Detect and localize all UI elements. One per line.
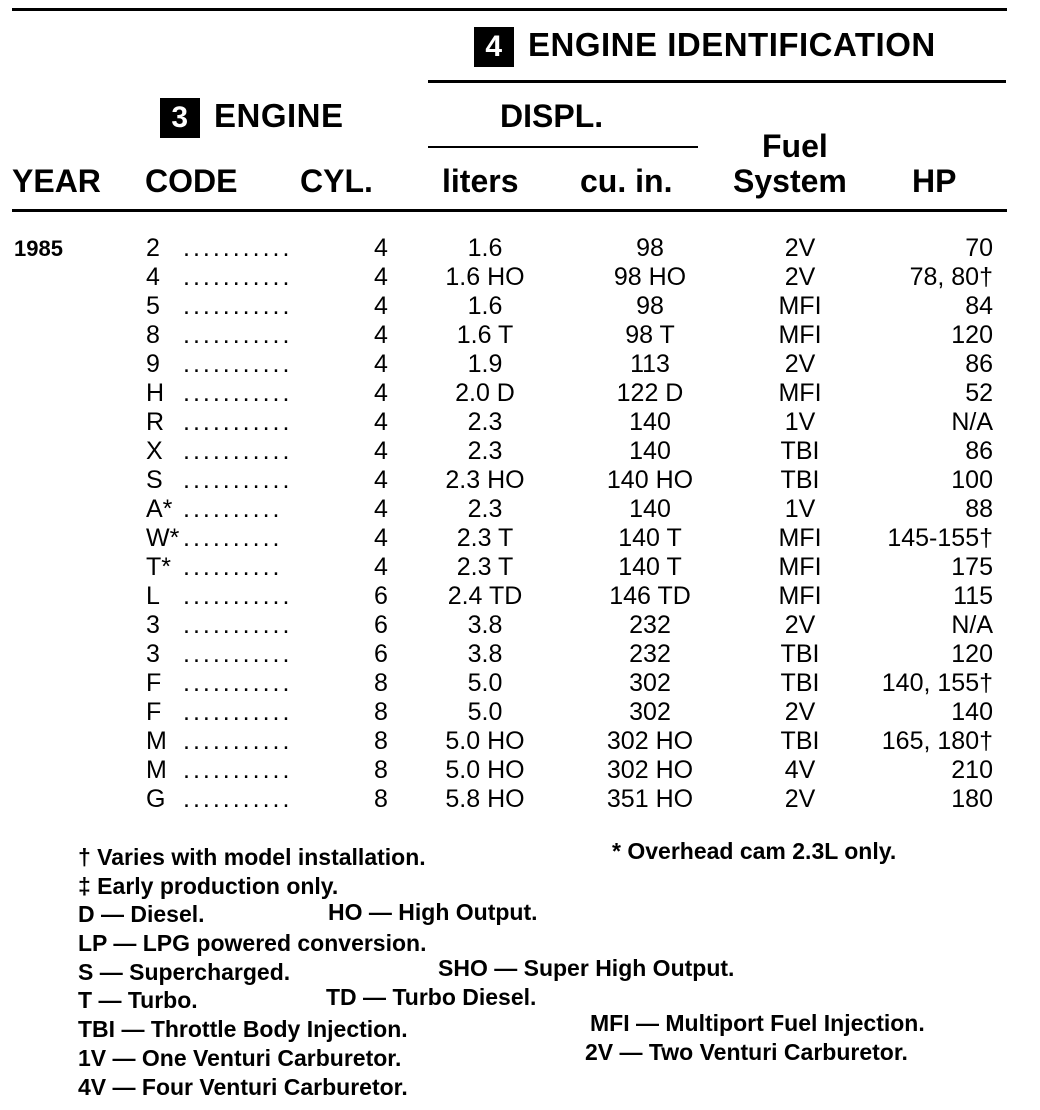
section3-heading [160,97,344,138]
row-code: A* [146,495,173,523]
row-displacement-liters: 2.0 D [455,379,515,407]
row-displacement-liters: 2.3 [467,495,503,523]
col-header-year: YEAR [12,163,101,199]
note-mfi: MFI — Multiport Fuel Injection. [590,1010,925,1036]
row-leader-dots: ........... [183,669,293,697]
row-displacement-cu-in: 302 [629,698,671,726]
row-displacement-liters: 2.3 T [456,524,514,552]
row-cylinders: 6 [374,611,388,639]
row-fuel-system: MFI [778,553,822,581]
row-horsepower: N/A [951,611,993,639]
row-fuel-system: 2V [784,350,816,378]
row-displacement-liters: 5.0 HO [445,756,525,784]
table-row [0,553,1040,582]
row-horsepower: 78, 80† [909,263,993,291]
table-row [0,408,1040,437]
row-leader-dots: ........... [183,234,293,262]
row-fuel-system: TBI [780,466,820,494]
row-fuel-system: 2V [784,698,816,726]
note-1v: 1V — One Venturi Carburetor. [78,1045,402,1071]
row-leader-dots: ........... [183,350,293,378]
row-cylinders: 8 [374,698,388,726]
row-fuel-system: MFI [778,292,822,320]
row-fuel-system: TBI [780,437,820,465]
row-fuel-system: 1V [784,495,816,523]
row-displacement-liters: 2.3 [467,408,503,436]
row-code: F [146,698,162,726]
note-super-high-output: SHO — Super High Output. [438,955,735,981]
col-header-liters: liters [442,163,519,199]
table-row [0,611,1040,640]
row-displacement-liters: 1.9 [467,350,503,378]
section3-badge: 3 [160,98,200,138]
row-leader-dots: ........... [183,640,293,668]
row-displacement-liters: 1.6 [467,292,503,320]
row-cylinders: 8 [374,756,388,784]
row-cylinders: 4 [374,495,388,523]
row-leader-dots: ........... [183,756,293,784]
row-displacement-liters: 5.8 HO [445,785,525,813]
row-leader-dots: ........... [183,379,293,407]
row-displacement-liters: 1.6 [467,234,503,262]
row-code: M [146,727,167,755]
row-leader-dots: ........... [183,785,293,813]
row-displacement-cu-in: 302 HO [606,727,694,755]
table-row [0,698,1040,727]
row-horsepower: 180 [951,785,993,813]
table-row [0,234,1040,263]
row-fuel-system: MFI [778,524,822,552]
row-cylinders: 4 [374,350,388,378]
row-code: 9 [146,350,160,378]
row-cylinders: 4 [374,263,388,291]
row-horsepower: 165, 180† [881,727,993,755]
header-bottom-rule [12,209,1007,212]
row-leader-dots: .......... [183,553,283,581]
table-row [0,379,1040,408]
note-high-output: HO — High Output. [328,899,538,925]
row-horsepower: 210 [951,756,993,784]
col-header-hp: HP [912,163,957,199]
row-leader-dots: ........... [183,408,293,436]
row-fuel-system: 2V [784,263,816,291]
row-cylinders: 4 [374,524,388,552]
row-cylinders: 4 [374,553,388,581]
row-cylinders: 8 [374,669,388,697]
section3-title: ENGINE [214,97,344,134]
row-displacement-cu-in: 98 [636,292,664,320]
row-code: L [146,582,160,610]
table-row [0,582,1040,611]
row-displacement-cu-in: 302 [629,669,671,697]
row-code: 3 [146,640,160,668]
row-horsepower: 86 [965,437,993,465]
row-leader-dots: .......... [183,495,283,523]
row-code: H [146,379,165,407]
row-displacement-liters: 2.4 TD [447,582,523,610]
table-row [0,466,1040,495]
row-code: G [146,785,166,813]
row-leader-dots: ........... [183,292,293,320]
row-fuel-system: 1V [784,408,816,436]
table-row [0,437,1040,466]
row-displacement-cu-in: 351 HO [606,785,694,813]
note-supercharged: S — Supercharged. [78,959,291,985]
section4-title: ENGINE IDENTIFICATION [528,26,936,63]
row-horsepower: 84 [965,292,993,320]
row-fuel-system: MFI [778,582,822,610]
row-displacement-cu-in: 302 HO [606,756,694,784]
note-overhead-cam: * Overhead cam 2.3L only. [612,838,897,864]
engine-table [0,234,1040,814]
row-cylinders: 4 [374,379,388,407]
row-displacement-liters: 5.0 [467,669,503,697]
row-horsepower: 115 [953,582,993,610]
row-horsepower: 175 [951,553,993,581]
row-displacement-cu-in: 146 TD [609,582,691,610]
row-displacement-cu-in: 113 [630,350,670,378]
row-horsepower: 86 [965,350,993,378]
col-header-fuel: Fuel [762,128,828,164]
note-turbo-diesel: TD — Turbo Diesel. [326,984,537,1010]
displ-label: DISPL. [500,98,604,134]
row-displacement-cu-in: 232 [629,640,671,668]
row-displacement-cu-in: 98 HO [613,263,687,291]
col-header-cu-in: cu. in. [580,163,673,199]
row-displacement-cu-in: 140 T [618,524,682,552]
row-cylinders: 6 [374,582,388,610]
row-horsepower: 140 [951,698,993,726]
row-horsepower: 120 [951,321,993,349]
table-row [0,524,1040,553]
table-row [0,727,1040,756]
row-displacement-cu-in: 140 [629,408,671,436]
row-cylinders: 4 [374,321,388,349]
row-displacement-liters: 2.3 [467,437,503,465]
row-displacement-liters: 5.0 HO [445,727,525,755]
row-cylinders: 6 [374,640,388,668]
row-displacement-cu-in: 122 D [616,379,684,407]
row-displacement-liters: 3.8 [467,640,503,668]
row-code: R [146,408,165,436]
note-varies: † Varies with model installation. [78,844,426,870]
row-fuel-system: 2V [784,785,816,813]
row-horsepower: 52 [965,379,993,407]
row-leader-dots: ........... [183,466,293,494]
row-fuel-system: MFI [778,379,822,407]
col-header-system: System [733,163,847,199]
row-cylinders: 8 [374,727,388,755]
row-displacement-liters: 1.6 T [456,321,514,349]
row-horsepower: 100 [951,466,993,494]
section4-heading [474,26,936,67]
table-row [0,350,1040,379]
row-fuel-system: 4V [784,756,816,784]
table-row [0,756,1040,785]
row-leader-dots: ........... [183,698,293,726]
section4-underline [428,80,1006,83]
row-fuel-system: MFI [778,321,822,349]
row-displacement-cu-in: 140 HO [606,466,694,494]
col-header-code: CODE [145,163,238,199]
row-horsepower: 145-155† [887,524,993,552]
row-horsepower: 140, 155† [881,669,993,697]
row-leader-dots: ........... [183,727,293,755]
row-displacement-liters: 2.3 T [456,553,514,581]
row-leader-dots: ........... [183,582,293,610]
row-displacement-cu-in: 98 T [625,321,675,349]
row-fuel-system: TBI [780,669,820,697]
row-cylinders: 4 [374,437,388,465]
section4-badge: 4 [474,27,514,67]
row-code: X [146,437,163,465]
row-displacement-cu-in: 140 T [618,553,682,581]
row-horsepower: 120 [951,640,993,668]
row-leader-dots: ........... [183,437,293,465]
table-row [0,785,1040,814]
row-code: 3 [146,611,160,639]
row-displacement-cu-in: 140 [629,437,671,465]
note-tbi: TBI — Throttle Body Injection. [78,1016,408,1042]
row-code: 4 [146,263,160,291]
col-header-cyl: CYL. [300,163,373,199]
row-code: M [146,756,167,784]
row-code: 5 [146,292,160,320]
row-displacement-liters: 3.8 [467,611,503,639]
row-displacement-cu-in: 140 [629,495,671,523]
row-code: W* [146,524,180,552]
row-cylinders: 4 [374,292,388,320]
row-fuel-system: 2V [784,234,816,262]
note-lpg: LP — LPG powered conversion. [78,930,427,956]
row-fuel-system: TBI [780,727,820,755]
note-diesel: D — Diesel. [78,901,205,927]
row-displacement-cu-in: 232 [629,611,671,639]
table-row [0,640,1040,669]
row-code: S [146,466,163,494]
row-cylinders: 4 [374,408,388,436]
row-leader-dots: .......... [183,524,283,552]
note-4v: 4V — Four Venturi Carburetor. [78,1074,408,1100]
note-early-production: ‡ Early production only. [78,873,339,899]
row-displacement-liters: 1.6 HO [445,263,525,291]
note-turbo: T — Turbo. [78,987,198,1013]
row-code: F [146,669,162,697]
table-row [0,669,1040,698]
table-row [0,321,1040,350]
row-leader-dots: ........... [183,321,293,349]
table-row [0,495,1040,524]
top-rule [12,8,1007,11]
row-cylinders: 4 [374,234,388,262]
note-2v: 2V — Two Venturi Carburetor. [585,1039,908,1065]
row-horsepower: N/A [951,408,993,436]
row-code: 2 [146,234,160,262]
row-cylinders: 8 [374,785,388,813]
row-leader-dots: ........... [183,263,293,291]
row-code: 8 [146,321,160,349]
table-row [0,292,1040,321]
row-displacement-liters: 2.3 HO [445,466,525,494]
table-row [0,263,1040,292]
row-horsepower: 88 [965,495,993,523]
displ-underline [428,146,698,148]
row-leader-dots: ........... [183,611,293,639]
row-displacement-liters: 5.0 [467,698,503,726]
row-year: 1985 [14,236,63,261]
row-cylinders: 4 [374,466,388,494]
row-fuel-system: TBI [780,640,820,668]
row-displacement-cu-in: 98 [636,234,664,262]
row-fuel-system: 2V [784,611,816,639]
row-horsepower: 70 [965,234,993,262]
row-code: T* [146,553,171,581]
